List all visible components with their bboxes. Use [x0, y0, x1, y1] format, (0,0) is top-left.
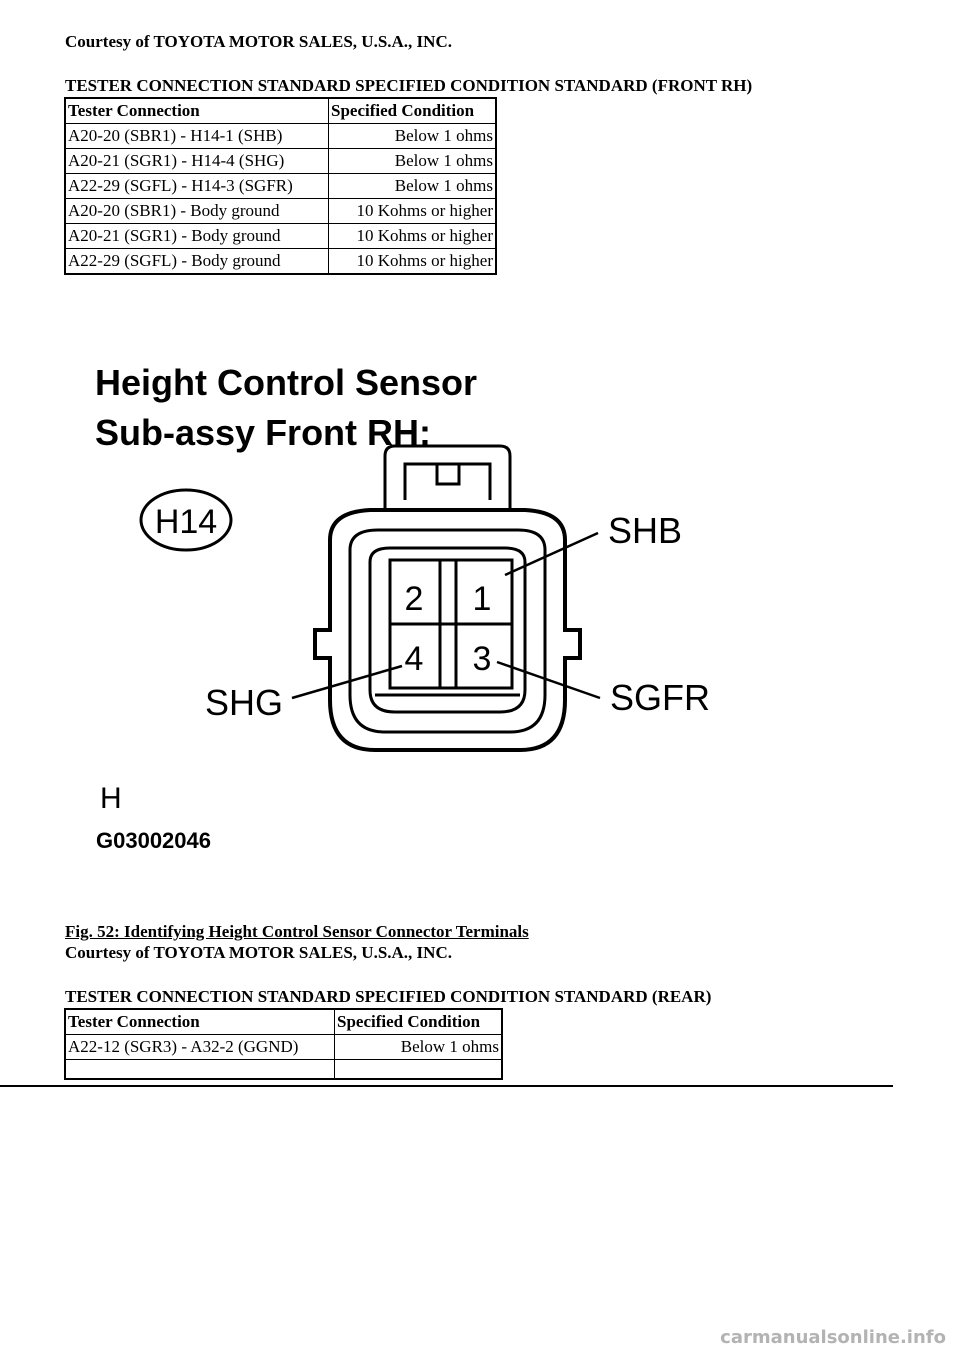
pin-number: 3 — [472, 640, 492, 678]
table-row — [65, 199, 496, 224]
col-header-connection: Tester Connection — [65, 1009, 335, 1035]
pin-number: 4 — [404, 640, 424, 678]
cell-empty — [335, 1060, 503, 1080]
table-row — [65, 224, 496, 249]
cell-condition: 10 Kohms or higher — [329, 199, 497, 224]
figure-title-line1: Height Control Sensor — [95, 362, 478, 403]
connector-code: H14 — [154, 503, 218, 541]
cell-connection: A22-12 (SGR3) - A32-2 (GGND) — [65, 1035, 335, 1060]
rear-table-heading: TESTER CONNECTION STANDARD SPECIFIED CONDITION STANDARD (REAR) — [65, 987, 712, 1006]
cell-condition: Below 1 ohms — [335, 1035, 503, 1060]
leader-line-shg — [292, 666, 402, 698]
cell-connection: A20-21 (SGR1) - H14-4 (SHG) — [65, 149, 329, 174]
cell-condition: Below 1 ohms — [329, 124, 497, 149]
rear-spec-table — [64, 1008, 503, 1080]
col-header-condition: Specified Condition — [329, 98, 497, 124]
leader-line-shb — [505, 533, 598, 575]
cell-condition: Below 1 ohms — [329, 149, 497, 174]
cell-connection: A20-21 (SGR1) - Body ground — [65, 224, 329, 249]
connector-figure — [0, 340, 960, 860]
front-spec-table — [64, 97, 497, 275]
signal-label-shg: SHG — [205, 682, 284, 723]
view-letter: H — [100, 782, 122, 815]
pin-number: 1 — [472, 580, 492, 618]
page-separator — [0, 1085, 893, 1087]
table-row — [65, 124, 496, 149]
signal-label-shb: SHB — [608, 510, 683, 551]
courtesy-line-bottom: Courtesy of TOYOTA MOTOR SALES, U.S.A., INC. — [65, 943, 452, 962]
table-row — [65, 174, 496, 199]
figure-caption: Fig. 52: Identifying Height Control Sensor Connector Terminals — [65, 922, 529, 941]
courtesy-line-top: Courtesy of TOYOTA MOTOR SALES, U.S.A., INC. — [65, 32, 452, 51]
col-header-condition: Specified Condition — [335, 1009, 503, 1035]
table-header-row — [65, 98, 496, 124]
cell-connection: A20-20 (SBR1) - H14-1 (SHB) — [65, 124, 329, 149]
cell-empty — [65, 1060, 335, 1080]
table-row — [65, 1060, 502, 1080]
cell-condition: 10 Kohms or higher — [329, 249, 497, 275]
signal-label-sgfr: SGFR — [610, 677, 711, 718]
cell-condition: 10 Kohms or higher — [329, 224, 497, 249]
front-table-heading: TESTER CONNECTION STANDARD SPECIFIED CONDITION STANDARD (FRONT RH) — [65, 76, 753, 95]
cell-condition: Below 1 ohms — [329, 174, 497, 199]
figure-id: G03002046 — [96, 828, 211, 853]
connector-body — [315, 446, 580, 750]
table-row — [65, 149, 496, 174]
cell-connection: A22-29 (SGFL) - H14-3 (SGFR) — [65, 174, 329, 199]
pin-number: 2 — [404, 580, 424, 618]
table-row — [65, 249, 496, 275]
cell-connection: A20-20 (SBR1) - Body ground — [65, 199, 329, 224]
table-header-row — [65, 1009, 502, 1035]
col-header-connection: Tester Connection — [65, 98, 329, 124]
table-row — [65, 1035, 502, 1060]
figure-title-line2: Sub-assy Front RH: — [95, 412, 432, 453]
watermark: carmanualsonline.info — [720, 1327, 946, 1348]
cell-connection: A22-29 (SGFL) - Body ground — [65, 249, 329, 275]
